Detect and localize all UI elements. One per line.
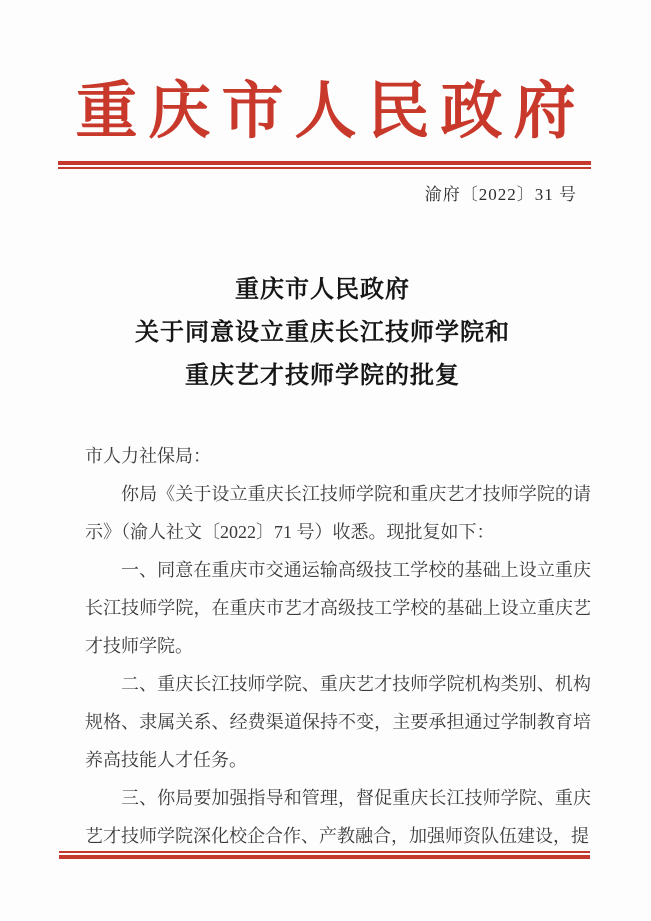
footer-separator xyxy=(59,851,590,859)
header-separator xyxy=(58,161,591,169)
paragraph-item-2: 二、重庆长江技师学院、重庆艺才技师学院机构类别、机构规格、隶属关系、经费渠道保持不变，主要承担通过学制教育培养高技能人才任务。 xyxy=(85,674,591,770)
document-title xyxy=(0,269,645,398)
salutation: 市人力社保局： xyxy=(85,446,211,466)
paragraph-request-received: 你局《关于设立重庆长江技师学院和重庆艺才技师学院的请示》（渝人社文〔2022〕71 号）收悉。现批复如下： xyxy=(85,484,591,542)
footer-separator-thick-line xyxy=(59,855,590,859)
paragraph-item-1: 一、同意在重庆市交通运输高级技工学校的基础上设立重庆长江技师学院，在重庆市艺才高级技工学校的基础上设立重庆艺才技师学院。 xyxy=(85,560,591,656)
header-separator-thin-line xyxy=(58,167,591,169)
document-title-line-3: 重庆艺才技师学院的批复 xyxy=(185,363,460,389)
masthead-org-name: 重庆市人民政府 xyxy=(75,78,587,146)
document-body xyxy=(85,437,591,855)
document-title-line-2: 关于同意设立重庆长江技师学院和 xyxy=(135,320,510,346)
paragraph-item-3: 三、你局要加强指导和管理，督促重庆长江技师学院、重庆艺才技师学院深化校企合作、产教融合，加强师资队伍建设，提 xyxy=(85,788,591,846)
document-number: 渝府〔2022〕31 号 xyxy=(424,185,577,204)
document-title-line-1: 重庆市人民政府 xyxy=(235,277,410,303)
